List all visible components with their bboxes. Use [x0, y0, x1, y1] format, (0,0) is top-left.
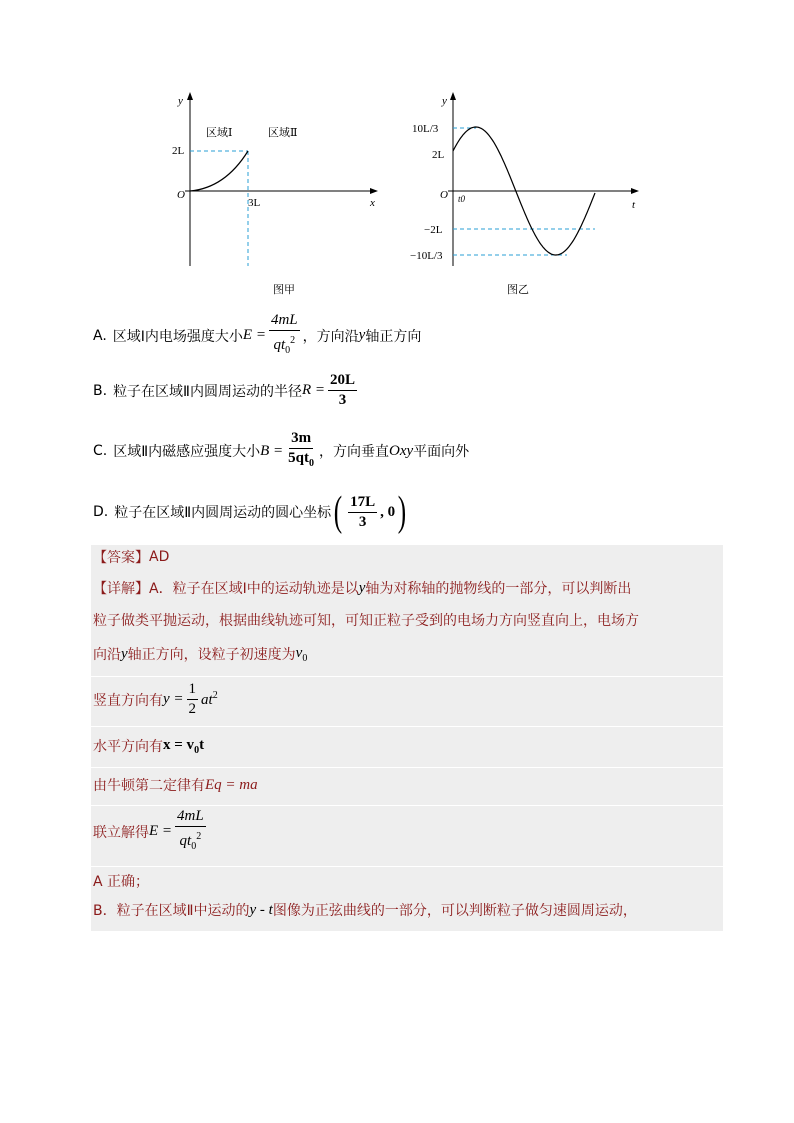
detail-l6-eq: Eq = ma	[205, 776, 258, 793]
separator	[91, 676, 723, 677]
tick-t0: t0	[458, 194, 466, 204]
right-paren: )	[397, 489, 407, 535]
option-a-var: y	[358, 327, 366, 343]
parabola-trajectory	[190, 151, 248, 191]
region1-label: 区域Ⅰ	[206, 127, 233, 139]
option-b-num: 20L	[328, 372, 357, 391]
option-a	[93, 312, 421, 359]
t-axis-arrow	[631, 188, 639, 194]
option-d-fraction	[348, 494, 377, 531]
detail-line-3	[93, 644, 307, 664]
x-axis-arrow	[370, 188, 378, 194]
tick-neg10L3: −10L/3	[410, 250, 443, 262]
detail-line-9	[93, 900, 637, 920]
option-d	[93, 491, 409, 533]
answer-value: AD	[149, 549, 170, 565]
x-axis-label: x	[370, 197, 375, 209]
tick-2L: 2L	[172, 145, 185, 157]
detail-l7-fraction	[175, 808, 206, 855]
option-d-tail: , 0	[380, 503, 396, 520]
detail-l9-b: 图像为正弦曲线的一部分，可以判断粒子做匀速圆周运动，	[272, 903, 637, 919]
detail-l5-eq: $x = v_0t$	[163, 736, 205, 756]
option-b-label: B.	[93, 382, 108, 399]
option-c-den: $5qt_0$	[288, 450, 315, 469]
detail-l7-num: 4mL	[175, 808, 206, 827]
option-a-text2: ，方向沿	[302, 328, 359, 345]
detail-l1-var: y	[358, 579, 366, 596]
option-a-den: $qt_0^2$	[273, 335, 296, 356]
tick-neg2L: −2L	[424, 224, 443, 236]
origin-label: O	[440, 189, 448, 201]
separator	[91, 866, 723, 867]
detail-l1-b: 轴为对称轴的抛物线的一部分，可以判断出	[365, 581, 632, 597]
detail-l4-num: 1	[187, 681, 199, 700]
y-axis-arrow	[187, 92, 193, 100]
tick-3L: 3L	[248, 197, 261, 209]
detail-l7-den: $qt_0^2$	[179, 831, 202, 852]
option-a-fraction	[269, 312, 300, 359]
option-a-text1: 区域Ⅰ内电场强度大小	[112, 328, 243, 345]
y-axis-label: y	[442, 95, 447, 107]
figure-yi	[410, 88, 645, 273]
detail-l3-v: $v_0$	[295, 644, 308, 664]
detail-l9-a: B．粒子在区域Ⅱ中运动的	[93, 903, 250, 919]
option-c-num: 3m	[289, 430, 313, 449]
option-d-text1: 粒子在区域Ⅱ内圆周运动的圆心坐标	[114, 505, 332, 521]
tick-2L: 2L	[432, 149, 445, 161]
option-c-text2: ，方向垂直	[319, 444, 390, 460]
tick-10L3: 10L/3	[412, 123, 439, 135]
y-axis-label: y	[178, 95, 183, 107]
option-d-den: 3	[358, 513, 367, 530]
detail-l3-var: y	[121, 645, 128, 662]
option-a-text3: 轴正方向	[365, 328, 422, 345]
detail-line-7	[93, 808, 209, 855]
option-a-label: A.	[93, 327, 107, 344]
detail-l1-a: A．粒子在区域Ⅰ中的运动轨迹是以	[149, 581, 359, 597]
detail-l7-lhs: E =	[149, 823, 173, 839]
detail-l7-text: 联立解得	[93, 824, 149, 841]
detail-l4-text: 竖直方向有	[93, 692, 163, 709]
separator	[91, 805, 723, 806]
detail-l9-var: y - t	[249, 901, 273, 918]
detail-l2: 粒子做类平抛运动，根据曲线轨迹可知，可知正粒子受到的电场力方向竖直向上，电场方	[93, 613, 639, 629]
option-d-num: 17L	[348, 494, 377, 513]
detail-line-2	[93, 610, 639, 630]
detail-l8: A 正确；	[93, 874, 150, 890]
option-b-lhs: R =	[301, 382, 325, 398]
option-c-text3: 平面向外	[413, 444, 470, 460]
answer-line	[93, 547, 169, 567]
option-c-lhs: B =	[260, 442, 284, 459]
detail-l4-den: 2	[188, 701, 197, 717]
y-axis-arrow	[450, 92, 456, 100]
detail-tag: 【详解】	[93, 581, 149, 597]
figure-yi-caption: 图乙	[507, 283, 529, 296]
detail-l4-rhs: $at^2$	[201, 690, 218, 708]
region2-label: 区域Ⅱ	[268, 127, 298, 139]
option-a-num: 4mL	[269, 312, 300, 331]
detail-line-1	[93, 578, 631, 598]
option-b-fraction	[328, 372, 357, 409]
option-b	[93, 372, 360, 409]
option-c	[93, 430, 469, 472]
separator	[91, 726, 723, 727]
option-c-label: C.	[93, 443, 108, 459]
option-c-fraction	[286, 430, 316, 472]
option-b-text1: 粒子在区域Ⅱ内圆周运动的半径	[113, 383, 302, 400]
detail-l6-text: 由牛顿第二定律有	[93, 778, 205, 794]
detail-l4-lhs: y =	[163, 691, 184, 707]
detail-l3-a: 向沿	[93, 647, 121, 663]
detail-line-8	[93, 871, 149, 891]
detail-line-4	[93, 681, 218, 718]
detail-line-5	[93, 736, 204, 756]
left-paren: (	[333, 489, 343, 535]
option-c-text1: 区域Ⅱ内磁感应强度大小	[113, 444, 261, 460]
figure-jia	[170, 88, 385, 273]
detail-line-6	[93, 775, 258, 795]
origin-label: O	[177, 189, 185, 201]
answer-tag: 【答案】	[93, 550, 149, 566]
option-a-lhs: E =	[242, 327, 266, 343]
t-axis-label: t	[632, 199, 636, 211]
detail-l5-text: 水平方向有	[93, 739, 163, 755]
separator	[91, 767, 723, 768]
detail-l4-fraction	[187, 681, 199, 718]
option-d-label: D.	[93, 504, 109, 520]
detail-l3-b: 轴正方向，设粒子初速度为	[127, 647, 296, 663]
option-c-var: Oxy	[389, 442, 414, 459]
option-b-den: 3	[338, 392, 347, 408]
figure-jia-caption: 图甲	[273, 283, 295, 296]
